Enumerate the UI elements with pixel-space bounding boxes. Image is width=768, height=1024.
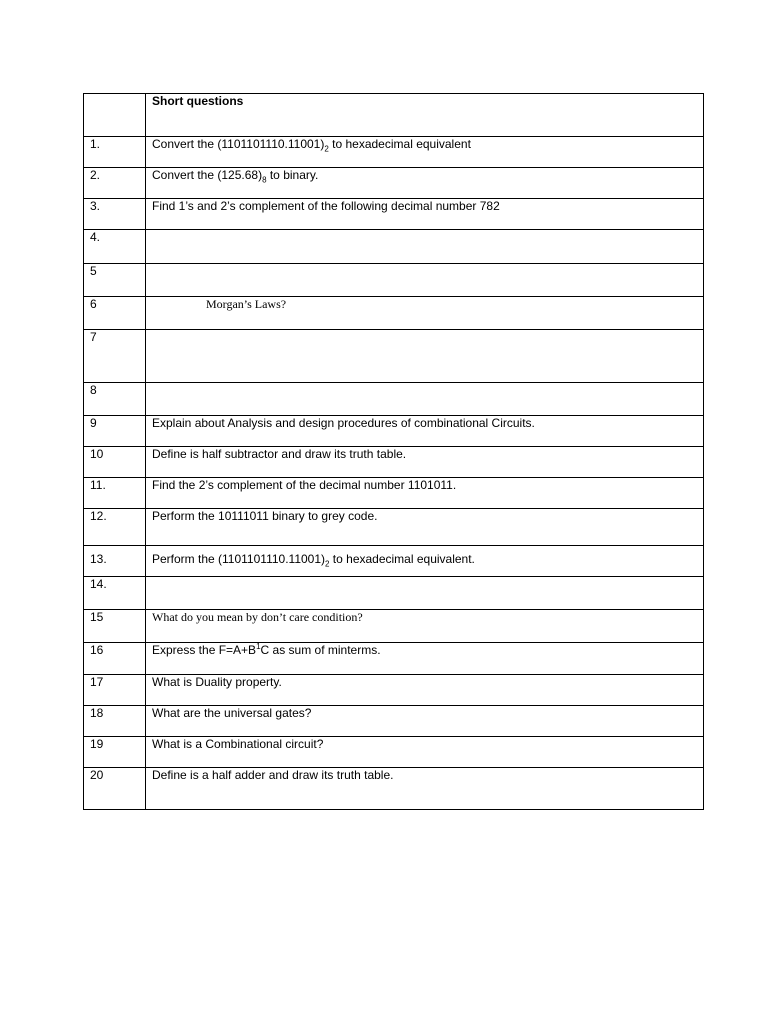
question-number: 18 (84, 706, 146, 737)
question-number: 6 (84, 297, 146, 330)
header-number-cell (84, 94, 146, 137)
question-number: 3. (84, 199, 146, 230)
question-text: What do you mean by don’t care condition? (146, 610, 704, 643)
question-number: 9 (84, 416, 146, 447)
table-row (84, 768, 704, 810)
questions-table (83, 93, 704, 810)
question-number: 16 (84, 643, 146, 675)
question-number: 13. (84, 546, 146, 577)
question-text: Define is half subtractor and draw its truth table. (146, 447, 704, 478)
question-text (146, 577, 704, 610)
question-text: Define is a half adder and draw its truth table. (146, 768, 704, 810)
question-number: 11. (84, 478, 146, 509)
question-text (146, 383, 704, 416)
table-row (84, 643, 704, 675)
question-number: 4. (84, 230, 146, 264)
table-row (84, 509, 704, 546)
question-number: 10 (84, 447, 146, 478)
question-text: Morgan’s Laws? (146, 297, 704, 330)
question-number: 12. (84, 509, 146, 546)
question-number: 7 (84, 330, 146, 383)
table-row (84, 675, 704, 706)
question-number: 15 (84, 610, 146, 643)
question-text: Find 1’s and 2’s complement of the following decimal number 782 (146, 199, 704, 230)
question-number: 8 (84, 383, 146, 416)
question-text: What are the universal gates? (146, 706, 704, 737)
question-text: What is Duality property. (146, 675, 704, 706)
question-number: 17 (84, 675, 146, 706)
table-row (84, 447, 704, 478)
table-row (84, 577, 704, 610)
table-row (84, 416, 704, 447)
question-text: Express the $F=A+B^1C$ as sum of minterms. (146, 643, 704, 675)
question-number: 2. (84, 168, 146, 199)
question-text: Convert the $(1101101110.11001)_2$ to hexadecimal equivalent (146, 137, 704, 168)
question-number: 19 (84, 737, 146, 768)
question-text: Perform the 10111011 binary to grey code. (146, 509, 704, 546)
table-title: Short questions (146, 94, 704, 137)
table-row (84, 199, 704, 230)
question-text (146, 230, 704, 264)
question-number: 1. (84, 137, 146, 168)
table-row (84, 383, 704, 416)
question-text: Perform the $(1101101110.11001)_2$ to hexadecimal equivalent. (146, 546, 704, 577)
question-text: What is a Combinational circuit? (146, 737, 704, 768)
table-row (84, 610, 704, 643)
table-row (84, 546, 704, 577)
question-text: Find the 2’s complement of the decimal number 1101011. (146, 478, 704, 509)
table-row (84, 264, 704, 297)
table-row (84, 737, 704, 768)
table-row (84, 168, 704, 199)
question-number: 14. (84, 577, 146, 610)
question-text (146, 264, 704, 297)
question-text (146, 330, 704, 383)
question-number: 20 (84, 768, 146, 810)
table-row (84, 706, 704, 737)
table-header-row (84, 94, 704, 137)
table-row (84, 230, 704, 264)
table-row (84, 478, 704, 509)
table-row (84, 137, 704, 168)
question-number: 5 (84, 264, 146, 297)
table-row (84, 330, 704, 383)
table-row (84, 297, 704, 330)
question-text: Explain about Analysis and design procedures of combinational Circuits. (146, 416, 704, 447)
question-text: Convert the $(125.68)_8$ to binary. (146, 168, 704, 199)
